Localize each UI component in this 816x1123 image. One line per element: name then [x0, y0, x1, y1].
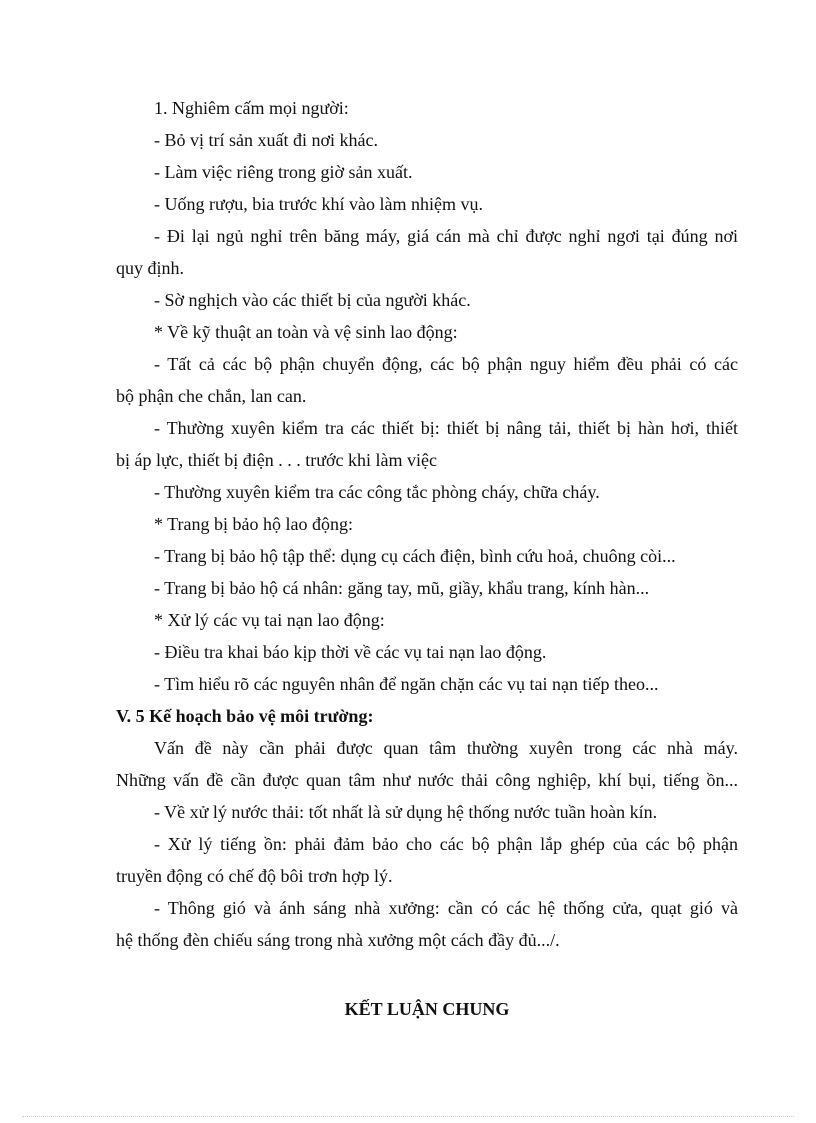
list-item: - Tìm hiểu rõ các nguyên nhân để ngăn chặn các vụ tai nạn tiếp theo...	[154, 674, 659, 694]
list-item: - Thường xuyên kiểm tra các công tắc phòng cháy, chữa cháy.	[154, 482, 600, 502]
subsection-heading: * Trang bị bảo hộ lao động:	[154, 514, 354, 534]
list-item-continuation: bộ phận che chắn, lan can.	[116, 386, 307, 406]
list-item-continuation: hệ thống đèn chiếu sáng trong nhà xưởng một cách đầy đủ.../.	[116, 930, 560, 950]
subsection-heading: * Xử lý các vụ tai nạn lao động:	[154, 610, 385, 630]
list-item: - Trang bị bảo hộ cá nhân: găng tay, mũ, giầy, khẩu trang, kính hàn...	[154, 578, 650, 598]
list-item: - Điều tra khai báo kịp thời về các vụ tai nạn lao động.	[154, 642, 547, 662]
safety-rule-heading: 1. Nghiêm cấm mọi người:	[154, 98, 349, 118]
list-item: - Trang bị bảo hộ tập thể: dụng cụ cách điện, bình cứu hoả, chuông còi...	[154, 546, 676, 566]
list-item: - Uống rượu, bia trước khí vào làm nhiệm vụ.	[154, 194, 483, 214]
list-item: - Thông gió và ánh sáng nhà xưởng: cần có các hệ thống cửa, quạt gió và	[154, 898, 738, 918]
list-item: - Xử lý tiếng ồn: phải đảm bảo cho các bộ phận lắp ghép của các bộ phận	[154, 834, 738, 854]
list-item-continuation: quy định.	[116, 258, 185, 278]
list-item: - Làm việc riêng trong giờ sản xuất.	[154, 162, 413, 182]
list-item: - Bỏ vị trí sản xuất đi nơi khác.	[154, 130, 378, 150]
subsection-heading: * Về kỹ thuật an toàn và vệ sinh lao động:	[154, 322, 458, 342]
list-item: - Về xử lý nước thải: tốt nhất là sử dụng hệ thống nước tuần hoàn kín.	[154, 802, 658, 822]
list-item: - Sờ nghịch vào các thiết bị của người khác.	[154, 290, 471, 310]
document-body	[116, 92, 738, 956]
list-item: - Đi lại ngủ nghỉ trên băng máy, giá cán mà chỉ được nghỉ ngơi tại đúng nơi	[154, 226, 738, 246]
list-item-continuation: bị áp lực, thiết bị điện . . . trước khi làm việc	[116, 450, 437, 470]
paragraph-continuation: Những vấn đề cần được quan tâm như nước thải công nghiệp, khí bụi, tiếng ồn...	[116, 770, 738, 790]
list-item-continuation: truyền động có chế độ bôi trơn hợp lý.	[116, 866, 393, 886]
list-item: - Tất cả các bộ phận chuyển động, các bộ phận nguy hiểm đều phải có các	[154, 354, 738, 374]
paragraph: Vấn đề này cần phải được quan tâm thường xuyên trong các nhà máy.	[154, 738, 738, 758]
page-bottom-divider	[22, 1116, 794, 1117]
section-heading: V. 5 Kế hoạch bảo vệ môi trường:	[116, 706, 374, 726]
list-item: - Thường xuyên kiểm tra các thiết bị: thiết bị nâng tải, thiết bị hàn hơi, thiết	[154, 418, 738, 438]
conclusion-title: KẾT LUẬN CHUNG	[344, 999, 510, 1019]
